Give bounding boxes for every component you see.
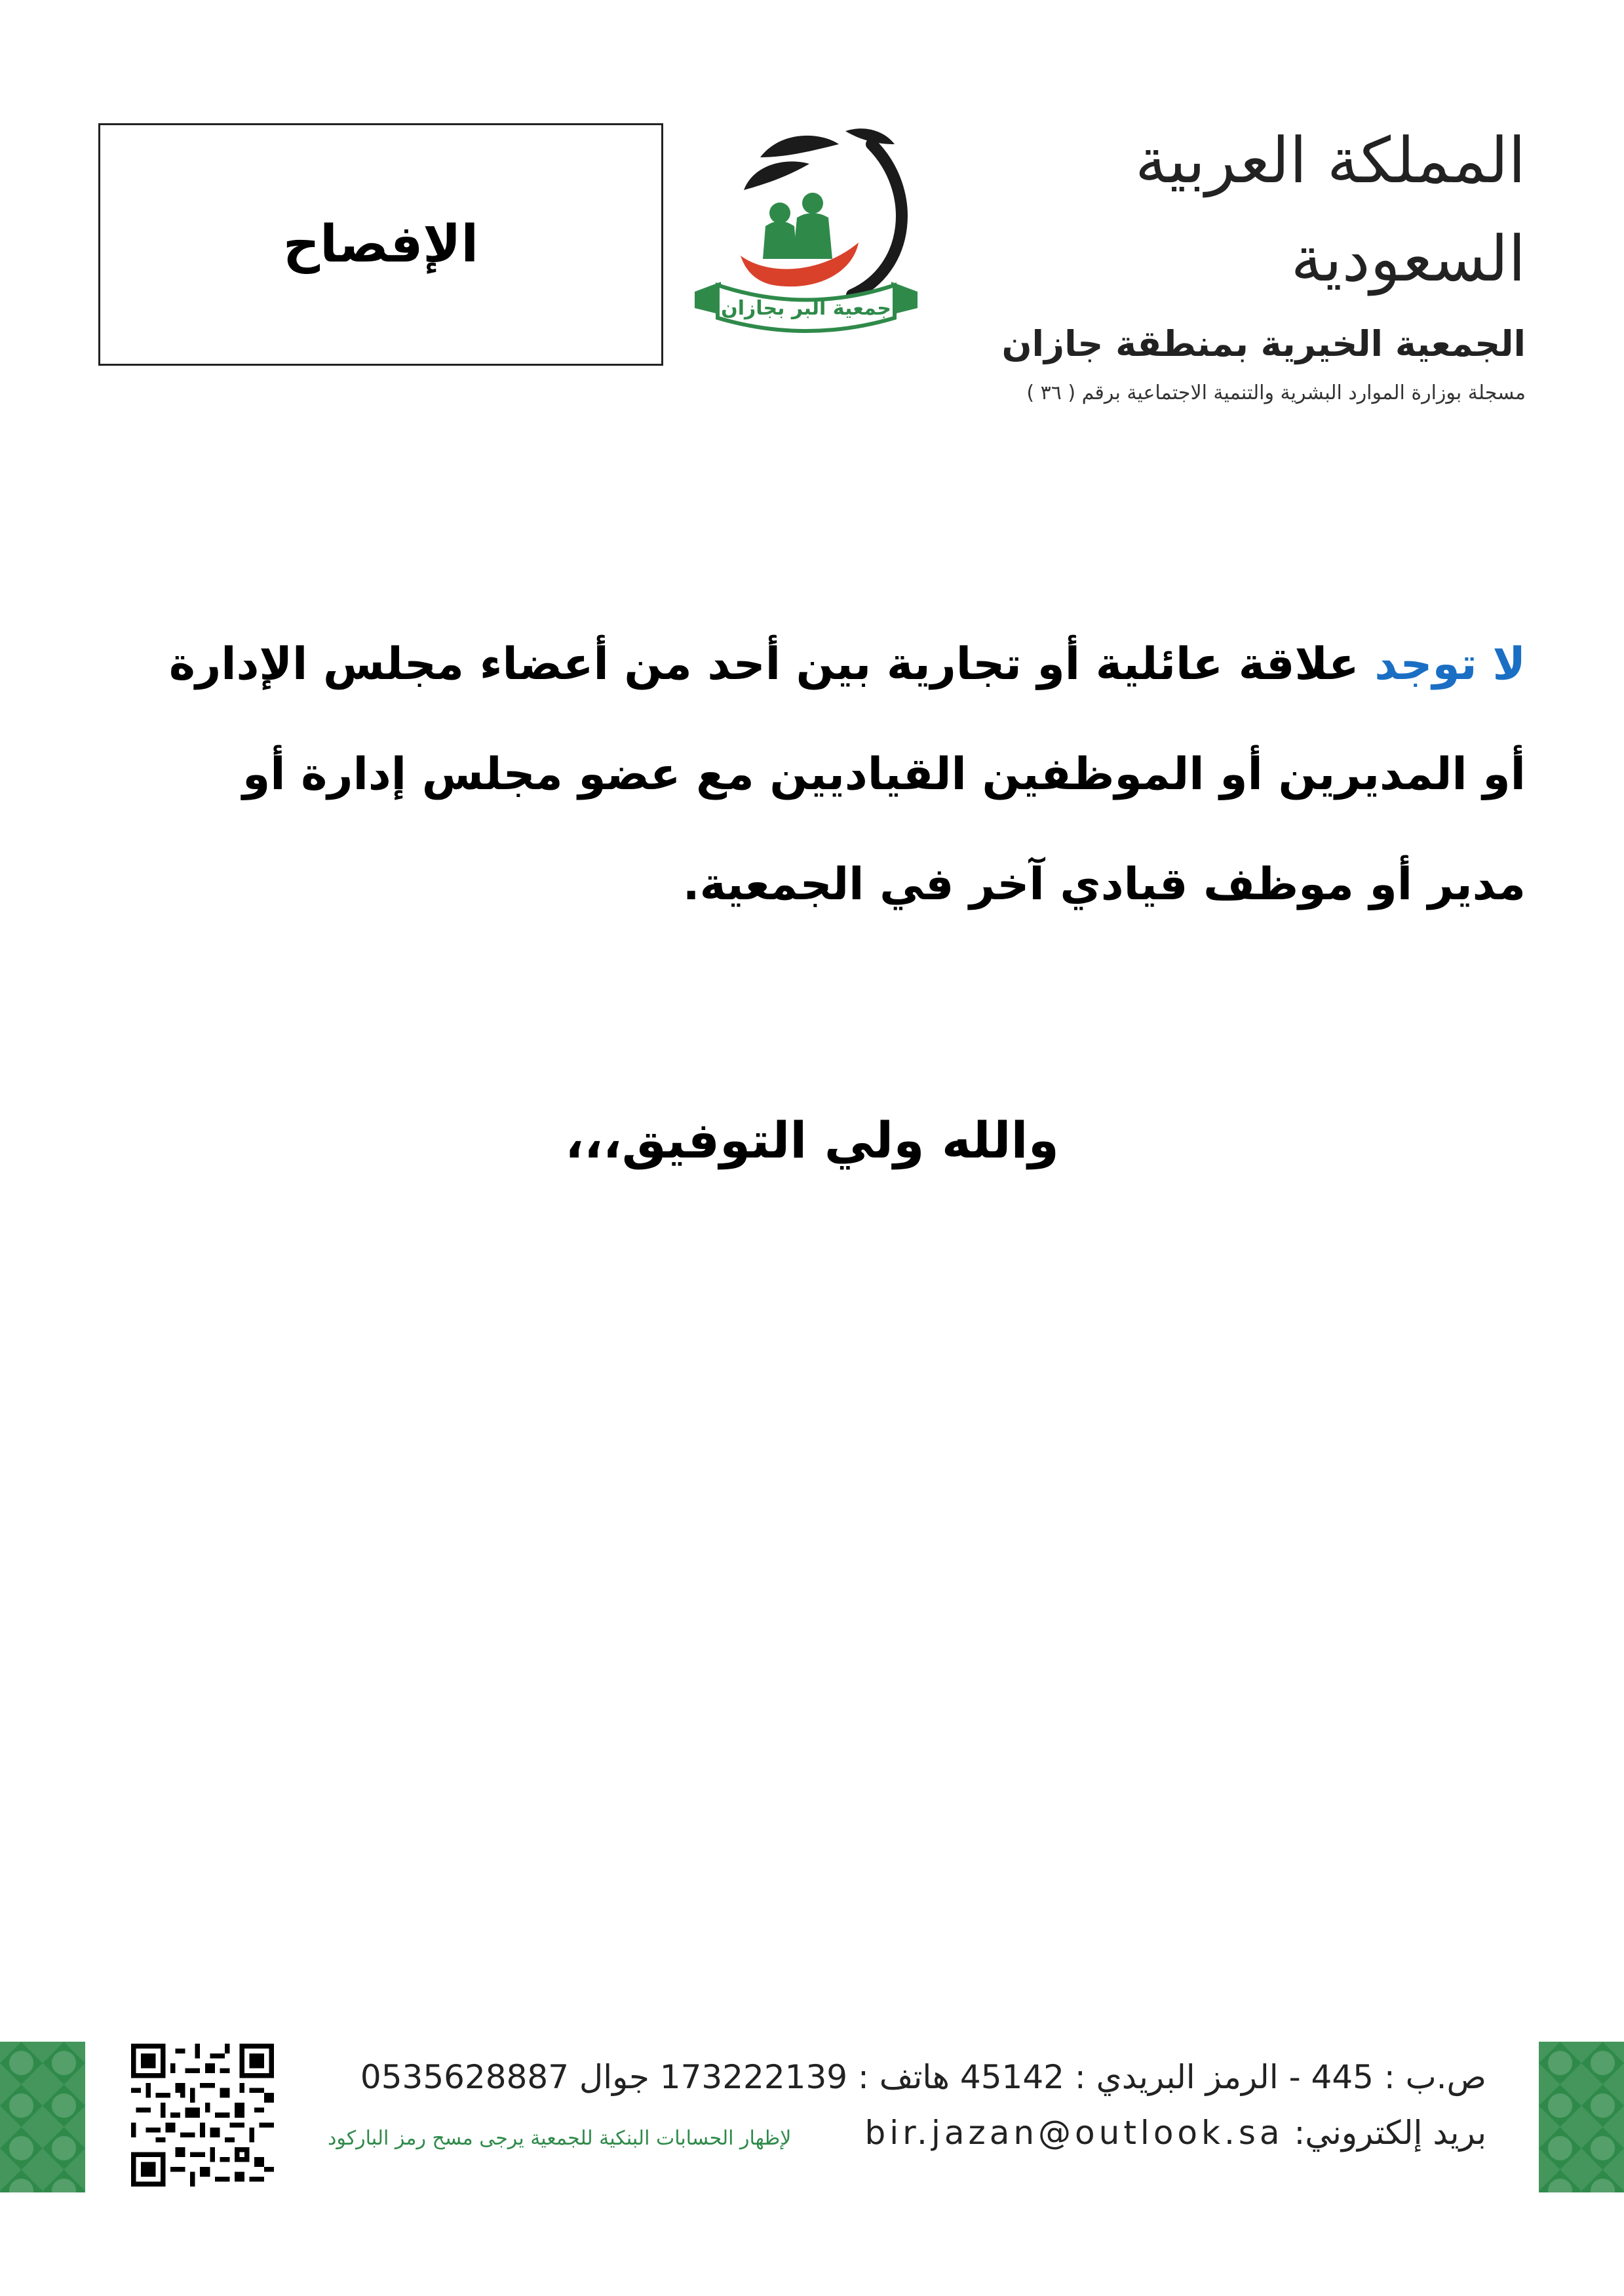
disclosure-statement (151, 610, 1526, 940)
footer-address: ص.ب : 445 - الرمز البريدي : 45142 هاتف : 173222139 جوال 0535628887 (360, 2058, 1486, 2096)
barcode-note: لإظهار الحسابات البنكية للجمعية يرجى مسح رمز الباركود (328, 2127, 792, 2150)
statement-highlight: لا توجد (1374, 638, 1526, 690)
header-kingdom-block (988, 111, 1526, 413)
footer-pattern-left (0, 2042, 85, 2192)
association-logo (682, 118, 931, 341)
association-name: الجمعية الخيرية بمنطقة جازان (1001, 323, 1526, 364)
page-title: الإفصاح (282, 215, 479, 274)
kingdom-name: المملكة العربية السعودية (1134, 124, 1526, 296)
registration-text: مسجلة بوزارة الموارد البشرية والتنمية الاجتماعية برقم ( ٣٦ ) (1026, 381, 1526, 404)
statement-text: علاقة عائلية أو تجارية بين أحد من أعضاء مجلس الإدارة أو المديرين أو الموظفين القياديين مع عضو مجلس إدارة أو مدير أو موظف قيادي آخر في الجمعية. (168, 638, 1526, 910)
logo-caption: جمعية البر بجازان (721, 297, 891, 320)
footer-pattern-right (1539, 2042, 1624, 2192)
qr-code-icon (131, 2044, 274, 2187)
closing-text: والله ولي التوفيق،،، (565, 1111, 1059, 1169)
title-box (98, 123, 663, 366)
footer-email: بريد إلكتروني: bir.jazan@outlook.sa (864, 2114, 1486, 2152)
